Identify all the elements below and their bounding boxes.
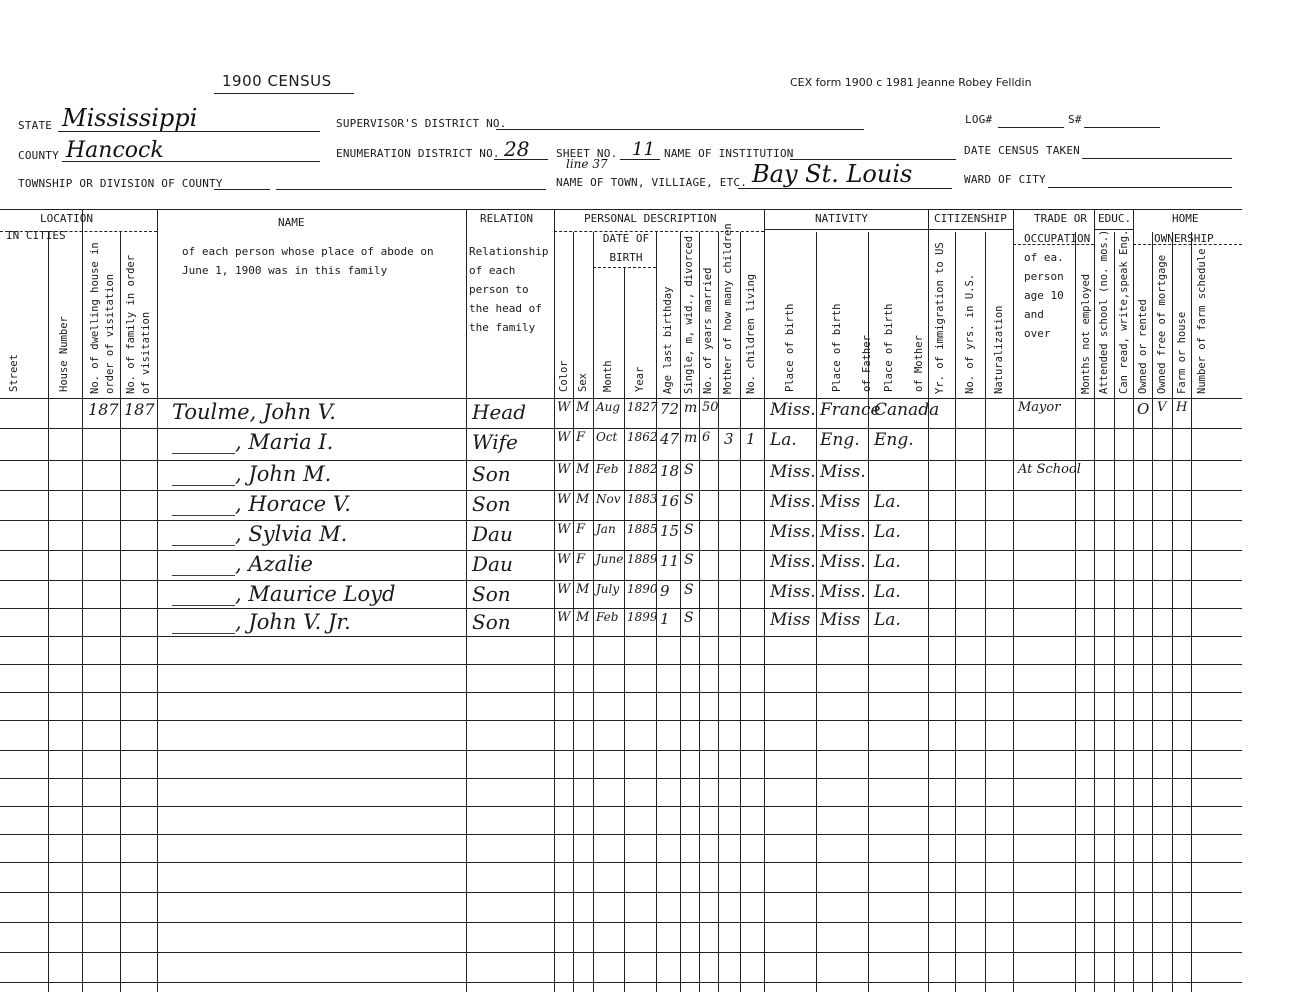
place-of-birth[interactable]: Miss <box>770 610 811 630</box>
header-year: Year <box>634 366 646 392</box>
line-note: line 37 <box>566 157 608 171</box>
father-birthplace[interactable]: Miss <box>820 610 861 630</box>
header-months-not-employed: Months not employed <box>1080 273 1092 394</box>
header-nativity: NATIVITY <box>815 212 868 225</box>
mother-birthplace[interactable]: Canada <box>874 400 940 420</box>
header-color: Color <box>558 360 570 392</box>
header-yr-immigration: Yr. of immigration to US <box>934 242 946 394</box>
header-children-living: No. children living <box>745 273 757 394</box>
state-label: STATE <box>18 119 53 132</box>
age-value[interactable]: 72 <box>660 400 680 418</box>
birth-month[interactable]: Nov <box>596 492 621 506</box>
place-of-birth[interactable]: Miss. <box>770 552 816 572</box>
header-house-number: House Number <box>58 316 70 392</box>
marital-status[interactable]: S <box>684 462 694 478</box>
occupation-value[interactable]: At School <box>1018 462 1081 477</box>
place-of-birth[interactable]: Miss. <box>770 462 816 482</box>
birth-month[interactable]: Jan <box>596 522 616 536</box>
mother-birthplace[interactable]: La. <box>874 522 901 542</box>
header-marital: Single, m, wid., divorced <box>683 235 695 394</box>
owned-free[interactable]: V <box>1157 400 1167 415</box>
farm-or-house[interactable]: H <box>1176 400 1188 415</box>
years-married[interactable]: 6 <box>702 430 711 445</box>
relation-value[interactable]: Dau <box>472 552 513 576</box>
sex-value[interactable]: F <box>576 522 586 537</box>
color-value[interactable]: W <box>557 430 571 445</box>
header-naturalization: Naturalization <box>993 305 1005 394</box>
age-value[interactable]: 15 <box>660 522 680 540</box>
father-birthplace[interactable]: Miss. <box>820 582 866 602</box>
header-years-married: No. of years married <box>702 267 714 394</box>
supervisor-district-label: SUPERVISOR'S DISTRICT NO. <box>336 117 507 130</box>
place-of-birth[interactable]: La. <box>770 430 797 450</box>
s-number-label: S# <box>1068 113 1082 126</box>
color-value[interactable]: W <box>557 492 571 507</box>
years-married[interactable]: 50 <box>702 400 719 415</box>
ward-label: WARD OF CITY <box>964 173 1046 186</box>
color-value[interactable]: W <box>557 462 571 477</box>
birth-year[interactable]: 1862 <box>627 430 658 444</box>
header-attended-school: Attended school (no. mos.) <box>1098 229 1110 394</box>
birth-year[interactable]: 1883 <box>627 492 658 506</box>
occupation-value[interactable]: Mayor <box>1018 400 1061 415</box>
table-top-border <box>0 209 1242 210</box>
age-value[interactable]: 16 <box>660 492 680 510</box>
birth-year[interactable]: 1890 <box>627 582 658 596</box>
father-birthplace[interactable]: Miss. <box>820 462 866 482</box>
log-label: LOG# <box>965 113 993 126</box>
birth-month[interactable]: Oct <box>596 430 618 444</box>
age-value[interactable]: 11 <box>660 552 680 570</box>
header-family: No. of family in order of visitation <box>125 254 152 394</box>
person-name[interactable]: ______, Maria I. <box>172 430 334 454</box>
header-month: Month <box>602 360 614 392</box>
dwelling-number[interactable]: 187 <box>88 400 119 419</box>
header-mother-of-children: Mother of how many children <box>722 223 734 394</box>
sex-value[interactable]: M <box>576 492 590 507</box>
birth-year[interactable]: 1882 <box>627 462 658 476</box>
marital-status[interactable]: m <box>684 400 698 416</box>
header-yrs-in-us: No. of yrs. in U.S. <box>964 273 976 394</box>
header-location: LOCATION <box>40 212 93 225</box>
age-value[interactable]: 9 <box>660 582 670 600</box>
place-of-birth[interactable]: Miss. <box>770 400 816 420</box>
header-trade: TRADE OR <box>1034 212 1087 225</box>
sex-value[interactable]: F <box>576 552 586 567</box>
header-relation: RELATION <box>480 212 533 225</box>
header-home: HOME <box>1172 212 1199 225</box>
header-in-cities: IN CITIES <box>6 229 66 242</box>
birth-month[interactable]: Feb <box>596 610 619 624</box>
relation-value[interactable]: Son <box>472 462 511 486</box>
father-birthplace[interactable]: France <box>820 400 881 420</box>
marital-status[interactable]: S <box>684 522 694 538</box>
sheet-value[interactable]: 11 <box>632 139 655 160</box>
header-pob-mother: Place of birth of Mother <box>883 303 925 392</box>
county-label: COUNTY <box>18 149 59 162</box>
person-name[interactable]: ______, Sylvia M. <box>172 522 348 546</box>
relation-value[interactable]: Son <box>472 492 511 516</box>
header-owned-rented: Owned or rented <box>1137 299 1149 394</box>
sex-value[interactable]: M <box>576 610 590 625</box>
color-value[interactable]: W <box>557 522 571 537</box>
enumeration-district-label: ENUMERATION DISTRICT NO. <box>336 147 500 160</box>
marital-status[interactable]: S <box>684 552 694 568</box>
header-pob-father: Place of birth of Father <box>831 303 873 392</box>
institution-label: NAME OF INSTITUTION <box>664 147 794 160</box>
place-of-birth[interactable]: Miss. <box>770 522 816 542</box>
sex-value[interactable]: F <box>576 430 586 445</box>
county-value[interactable]: Hancock <box>66 138 164 163</box>
township-label: TOWNSHIP OR DIVISION OF COUNTY <box>18 177 223 190</box>
place-of-birth[interactable]: Miss. <box>770 582 816 602</box>
form-title: 1900 CENSUS <box>222 72 332 90</box>
birth-month[interactable]: July <box>596 582 620 596</box>
header-street: Street <box>8 354 20 392</box>
header-name-desc: of each person whose place of abode on June 1, 1900 was in this family <box>182 245 434 277</box>
marital-status[interactable]: S <box>684 610 694 626</box>
children-born[interactable]: 3 <box>724 430 734 448</box>
header-name: NAME <box>278 216 305 229</box>
person-name[interactable]: ______, Horace V. <box>172 492 351 516</box>
title-underline <box>214 93 354 94</box>
enumeration-district-value[interactable]: 28 <box>504 137 530 161</box>
father-birthplace[interactable]: Miss <box>820 492 861 512</box>
form-credit: CEX form 1900 c 1981 Jeanne Robey Felldin <box>790 76 1032 89</box>
age-value[interactable]: 1 <box>660 610 670 628</box>
birth-year[interactable]: 1827 <box>627 400 658 414</box>
header-owned-free: Owned free of mortgage <box>1156 254 1168 394</box>
header-citizenship: CITIZENSHIP <box>934 212 1007 225</box>
date-census-taken-label: DATE CENSUS TAKEN <box>964 144 1080 157</box>
person-name[interactable]: Toulme, John V. <box>172 400 336 424</box>
mother-birthplace[interactable]: La. <box>874 582 901 602</box>
place-of-birth[interactable]: Miss. <box>770 492 816 512</box>
state-value[interactable]: Mississippi <box>62 104 198 132</box>
header-sex: Sex <box>577 373 589 392</box>
relation-value[interactable]: Son <box>472 582 511 606</box>
header-personal-description: PERSONAL DESCRIPTION <box>584 212 717 225</box>
header-dwelling: No. of dwelling house in order of visitation <box>89 242 116 394</box>
father-birthplace[interactable]: Miss. <box>820 522 866 542</box>
owned-or-rented[interactable]: O <box>1137 400 1150 418</box>
mother-birthplace[interactable]: La. <box>874 552 901 572</box>
color-value[interactable]: W <box>557 582 571 597</box>
age-value[interactable]: 47 <box>660 430 680 448</box>
family-number[interactable]: 187 <box>124 400 155 419</box>
relation-value[interactable]: Wife <box>472 430 518 454</box>
header-date-of-birth: DATE OF BIRTH <box>602 232 650 264</box>
birth-month[interactable]: Aug <box>596 400 621 414</box>
marital-status[interactable]: S <box>684 492 694 508</box>
color-value[interactable]: W <box>557 610 571 625</box>
children-living[interactable]: 1 <box>746 430 756 448</box>
father-birthplace[interactable]: Miss. <box>820 552 866 572</box>
town-value[interactable]: Bay St. Louis <box>752 160 913 188</box>
birth-year[interactable]: 1889 <box>627 552 658 566</box>
person-name[interactable]: ______, John V. Jr. <box>172 610 351 634</box>
relation-value[interactable]: Head <box>472 400 527 424</box>
sex-value[interactable]: M <box>576 582 590 597</box>
father-birthplace[interactable]: Eng. <box>820 430 860 450</box>
header-can-read: Can read, write,speak Eng. <box>1118 229 1130 394</box>
header-relation-desc: Relationship of each person to the head of the family <box>469 245 549 334</box>
mother-birthplace[interactable]: Eng. <box>874 430 914 450</box>
person-name[interactable]: ______, Maurice Loyd <box>172 582 396 606</box>
header-place-of-birth: Place of birth <box>784 303 796 392</box>
birth-year[interactable]: 1885 <box>627 522 658 536</box>
relation-value[interactable]: Dau <box>472 522 513 546</box>
header-occupation: OCCUPATION <box>1024 232 1091 245</box>
birth-year[interactable]: 1899 <box>627 610 658 624</box>
color-value[interactable]: W <box>557 400 571 415</box>
sex-value[interactable]: M <box>576 462 590 477</box>
header-farm-schedule: Number of farm schedule <box>1196 248 1208 394</box>
person-name[interactable]: ______, John M. <box>172 462 332 486</box>
person-name[interactable]: ______, Azalie <box>172 552 313 576</box>
header-educ: EDUC. <box>1098 212 1132 225</box>
color-value[interactable]: W <box>557 552 571 567</box>
header-bottom-border <box>0 398 1242 399</box>
marital-status[interactable]: S <box>684 582 694 598</box>
sex-value[interactable]: M <box>576 400 590 415</box>
relation-value[interactable]: Son <box>472 610 511 634</box>
birth-month[interactable]: Feb <box>596 462 619 476</box>
mother-birthplace[interactable]: La. <box>874 492 901 512</box>
header-farm-house: Farm or house <box>1176 311 1188 394</box>
birth-month[interactable]: June <box>596 552 624 566</box>
age-value[interactable]: 18 <box>660 462 680 480</box>
town-label: NAME OF TOWN, VILLIAGE, ETC. <box>556 176 748 189</box>
header-age: Age last birthday <box>662 286 674 394</box>
header-occupation-desc: of ea. person age 10 and over <box>1024 251 1064 340</box>
marital-status[interactable]: m <box>684 430 698 446</box>
header-ownership: OWNERSHIP <box>1154 232 1214 245</box>
sheet-label: SHEET NO. <box>556 147 618 160</box>
mother-birthplace[interactable]: La. <box>874 610 901 630</box>
